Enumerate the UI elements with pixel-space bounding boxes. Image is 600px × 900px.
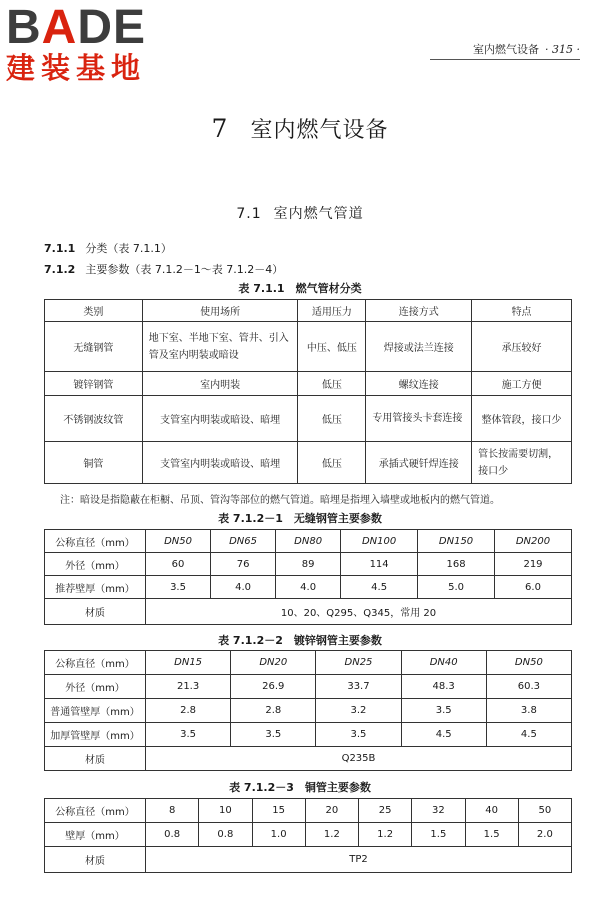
table-row: 公称直径（mm） DN50 DN65 DN80 DN100 DN150 DN200 (45, 530, 572, 553)
table-7-1-2-1-caption: 表 7.1.2－1 无缝钢管主要参数 (218, 512, 382, 525)
table-7-1-2-3 (44, 798, 572, 873)
table-row: 壁厚（mm） 0.8 0.8 1.0 1.2 1.2 1.5 1.5 2.0 (45, 823, 572, 847)
section-number: 7.1 (236, 206, 262, 222)
running-header-title: 室内燃气设备 (473, 43, 540, 56)
logo (6, 1, 181, 85)
table-row: 推荐壁厚（mm） 3.5 4.0 4.0 4.5 5.0 6.0 (45, 576, 572, 599)
table-row: 铜管 支管室内明装或暗设、暗埋 低压 承插式硬钎焊连接 管长按需要切割，接口少 (45, 442, 572, 484)
clause-7-1-2: 7.1.2 主要参数（表 7.1.2－1～表 7.1.2－4） (44, 263, 284, 276)
logo-wordmark: BADE (6, 1, 147, 54)
page-number: · 315 · (545, 43, 580, 56)
section-heading: 室内燃气管道 (273, 206, 364, 222)
table-header-row: 类别 使用场所 适用压力 连接方式 特点 (45, 300, 572, 322)
table-row: 普通管壁厚（mm） 2.8 2.8 3.2 3.5 3.8 (45, 699, 572, 723)
header-rule (430, 59, 580, 60)
table-row: 不锈钢波纹管 支管室内明装或暗设、暗埋 低压 专用管接头卡套连接 整体管段，接口少 (45, 396, 572, 442)
table-row: 材质 Q235B (45, 747, 572, 771)
chapter-heading: 室内燃气设备 (250, 118, 389, 143)
table-row: 无缝钢管 地下室、半地下室、管井、引入管及室内明装或暗设 中压、低压 焊接或法兰连接 承压较好 (45, 322, 572, 372)
clause-7-1-1: 7.1.1 分类（表 7.1.1） (44, 242, 172, 255)
table-7-1-1-caption: 表 7.1.1 燃气管材分类 (238, 282, 362, 295)
table-row: 镀锌钢管 室内明装 低压 螺纹连接 施工方便 (45, 372, 572, 396)
logo-subtitle: 建装基地 (6, 51, 147, 85)
table-7-1-2-3-caption: 表 7.1.2－3 铜管主要参数 (229, 781, 371, 794)
running-header (405, 41, 580, 57)
chapter-title (0, 113, 600, 144)
table-7-1-2-2 (44, 650, 572, 771)
table-7-1-1 (44, 299, 572, 484)
table-row: 公称直径（mm） DN15 DN20 DN25 DN40 DN50 (45, 651, 572, 675)
table-row: 外径（mm） 60 76 89 114 168 219 (45, 553, 572, 576)
table-row: 外径（mm） 21.3 26.9 33.7 48.3 60.3 (45, 675, 572, 699)
table-row: 加厚管壁厚（mm） 3.5 3.5 3.5 4.5 4.5 (45, 723, 572, 747)
table-row: 公称直径（mm） 8 10 15 20 25 32 40 50 (45, 799, 572, 823)
table-7-1-2-2-caption: 表 7.1.2－2 镀锌钢管主要参数 (218, 634, 382, 647)
table-row: 材质 TP2 (45, 847, 572, 873)
section-title (0, 203, 600, 223)
table-7-1-2-1 (44, 529, 572, 625)
chapter-number: 7 (211, 114, 229, 143)
table-row: 材质 10、20、Q295、Q345，常用 20 (45, 599, 572, 625)
table-note: 注：暗设是指隐蔽在柜橱、吊顶、管沟等部位的燃气管道。暗埋是指埋入墙壁或地板内的燃气管道。 (60, 495, 500, 506)
